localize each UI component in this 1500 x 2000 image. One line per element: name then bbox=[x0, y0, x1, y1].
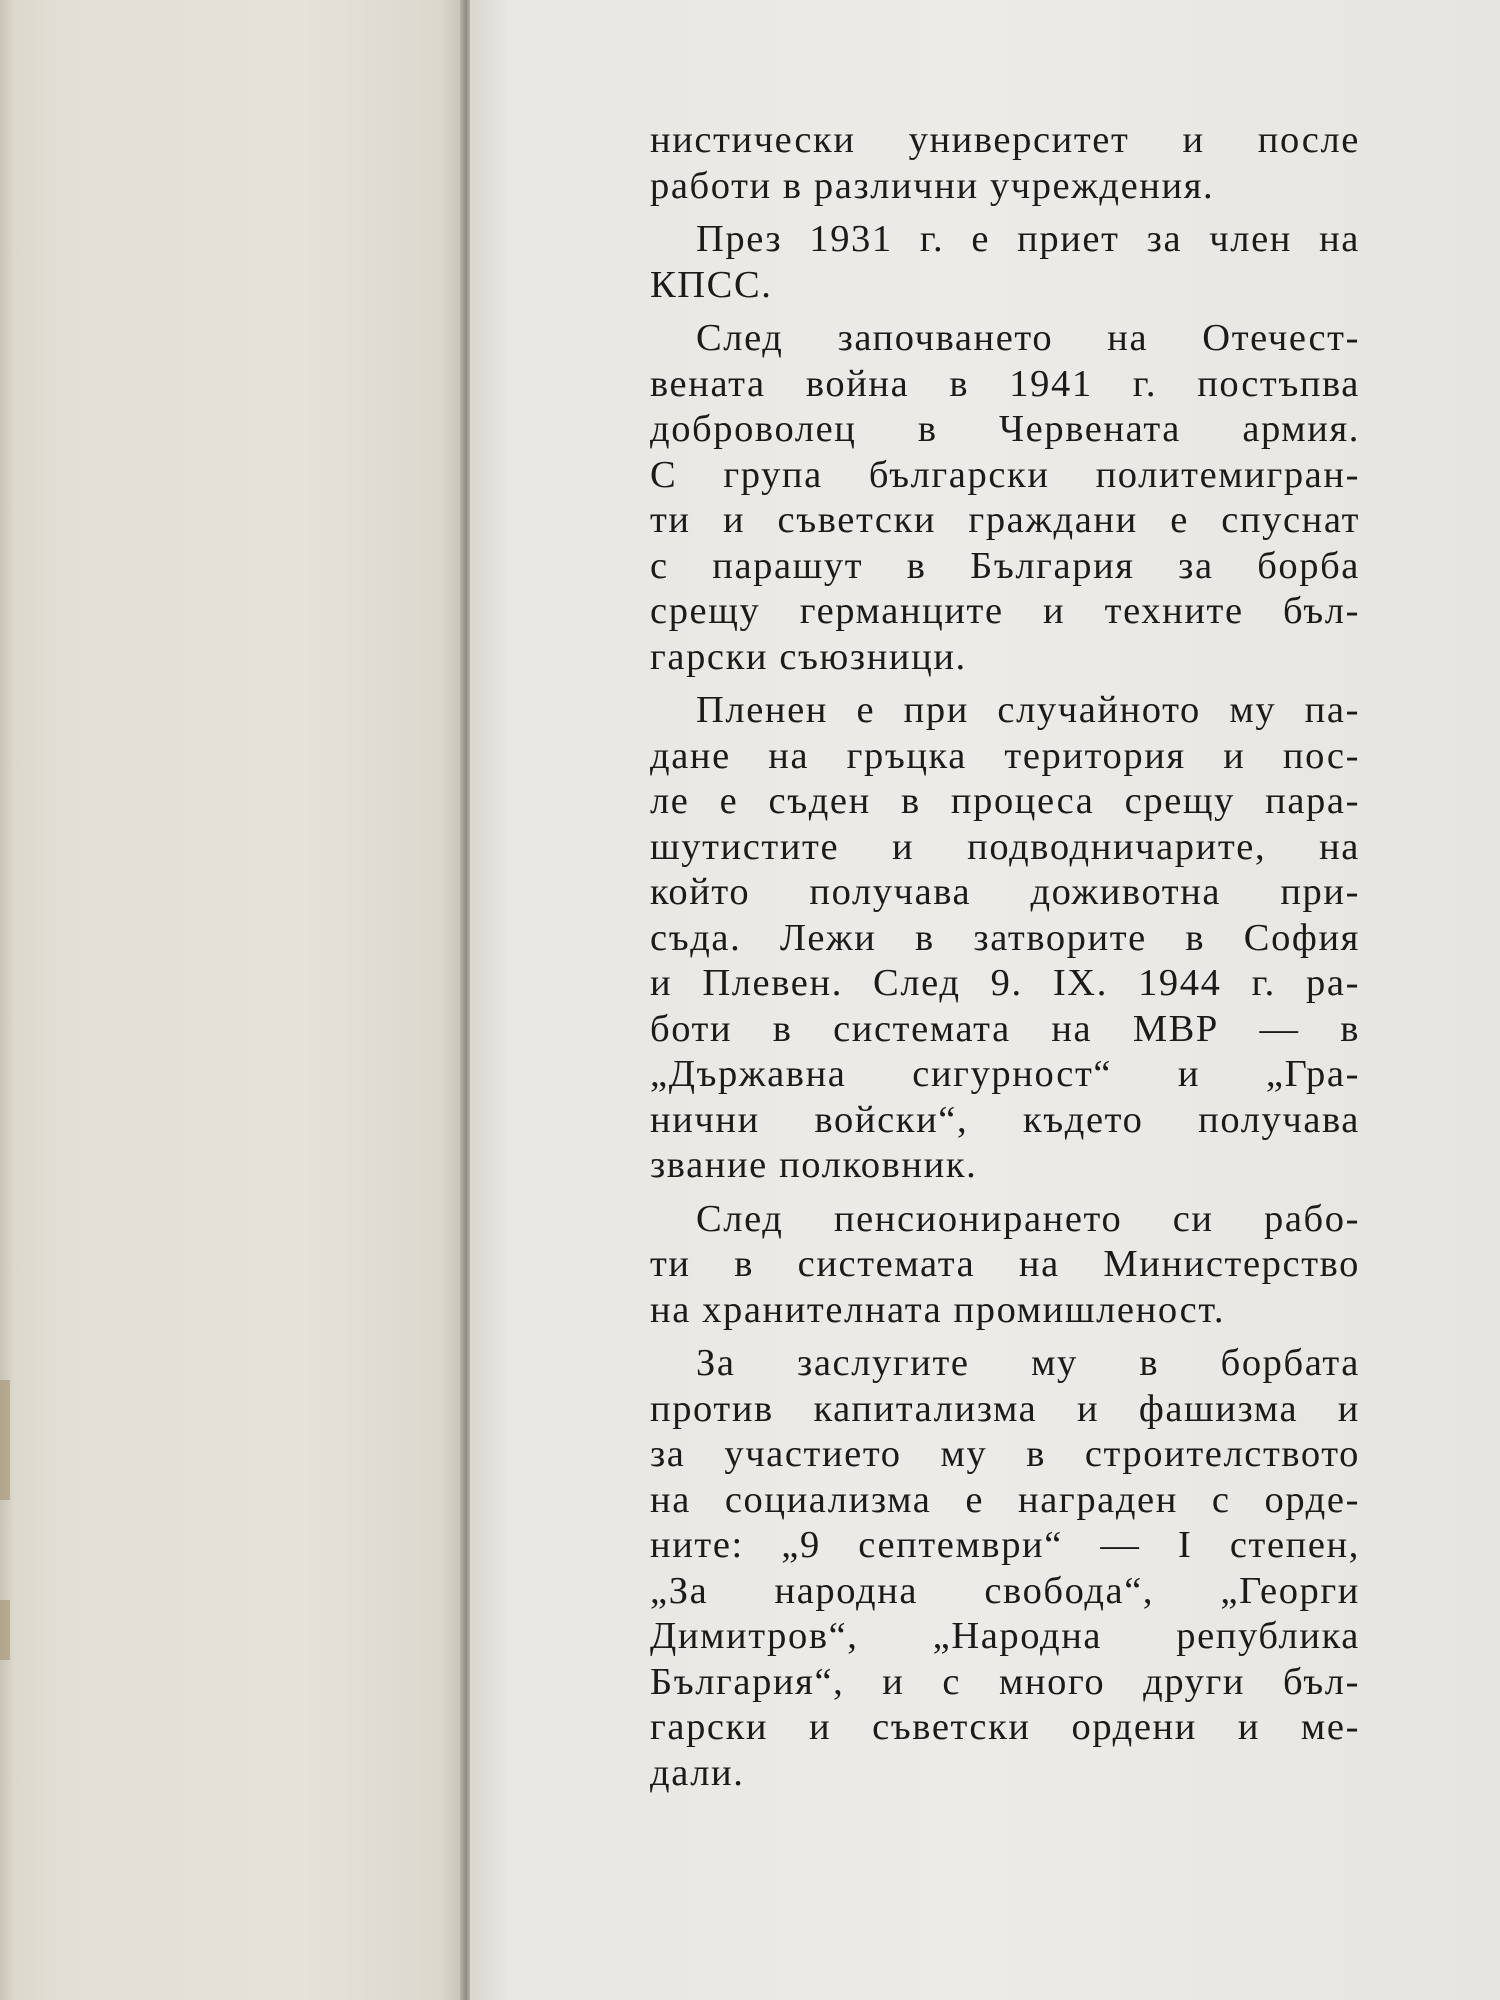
text-line: на хранителната промишленост. bbox=[650, 1288, 1226, 1331]
text-line: боти в системата на МВР — в bbox=[650, 1007, 1360, 1050]
text-line: звание полковник. bbox=[650, 1144, 978, 1186]
paragraph bbox=[650, 316, 1360, 680]
text-line: и Плевен. След 9. IX. 1944 г. ра- bbox=[650, 962, 1360, 1004]
text-line: който получава доживотна при- bbox=[650, 871, 1360, 913]
text-line: гарски и съветски ордени и ме- bbox=[650, 1706, 1360, 1748]
body-text bbox=[650, 118, 1360, 1804]
text-line: За заслугите му в борбата bbox=[696, 1342, 1360, 1384]
paragraph bbox=[650, 118, 1360, 209]
text-line: КПСС. bbox=[650, 263, 773, 306]
paragraph bbox=[650, 217, 1360, 308]
right-text-page bbox=[470, 0, 1500, 2000]
text-line: вената война в 1941 г. постъпва bbox=[650, 362, 1360, 405]
text-line: против капитализма и фашизма и bbox=[650, 1387, 1360, 1430]
text-line: „За народна свобода“, „Георги bbox=[650, 1569, 1360, 1612]
text-line: на социализма е награден с орде- bbox=[650, 1478, 1360, 1521]
text-line: нични войски“, където получава bbox=[650, 1098, 1360, 1141]
text-line: за участието му в строителството bbox=[650, 1433, 1360, 1475]
paragraph bbox=[650, 688, 1360, 1189]
edge-stain bbox=[0, 1600, 10, 1660]
text-line: „Държавна сигурност“ и „Гра- bbox=[650, 1053, 1360, 1095]
text-line: нистически университет и после bbox=[650, 119, 1360, 161]
text-line: срещу германците и техните бъл- bbox=[650, 590, 1360, 632]
text-line: След започването на Отечест- bbox=[696, 317, 1360, 359]
text-line: България“, и с много други бъл- bbox=[650, 1660, 1360, 1703]
paragraph bbox=[650, 1341, 1360, 1796]
text-line: Димитров“, „Народна република bbox=[650, 1615, 1360, 1657]
text-line: работи в различни учреждения. bbox=[650, 164, 1215, 207]
text-line: с парашут в България за борба bbox=[650, 544, 1360, 587]
text-line: дане на гръцка територия и пос- bbox=[650, 734, 1360, 777]
edge-stain bbox=[0, 1380, 10, 1500]
text-line: ти в системата на Министерство bbox=[650, 1243, 1360, 1285]
text-line: шутистите и подводничарите, на bbox=[650, 825, 1360, 868]
text-line: След пенсионирането си рабо- bbox=[696, 1197, 1360, 1240]
text-line: съда. Лежи в затворите в София bbox=[650, 916, 1360, 959]
text-line: С група български политемигран- bbox=[650, 453, 1360, 496]
text-line: доброволец в Червената армия. bbox=[650, 408, 1360, 450]
text-line: ти и съветски граждани е спуснат bbox=[650, 499, 1360, 541]
text-line: ле е съден в процеса срещу пара- bbox=[650, 780, 1360, 822]
left-blank-page bbox=[0, 0, 466, 2000]
text-line: През 1931 г. е приет за член на bbox=[696, 218, 1360, 260]
text-line: ните: „9 септември“ — I степен, bbox=[650, 1524, 1360, 1566]
text-line: гарски съюзници. bbox=[650, 635, 967, 678]
text-line: дали. bbox=[650, 1751, 745, 1794]
text-line: Пленен е при случайното му па- bbox=[696, 689, 1360, 731]
paragraph bbox=[650, 1197, 1360, 1334]
